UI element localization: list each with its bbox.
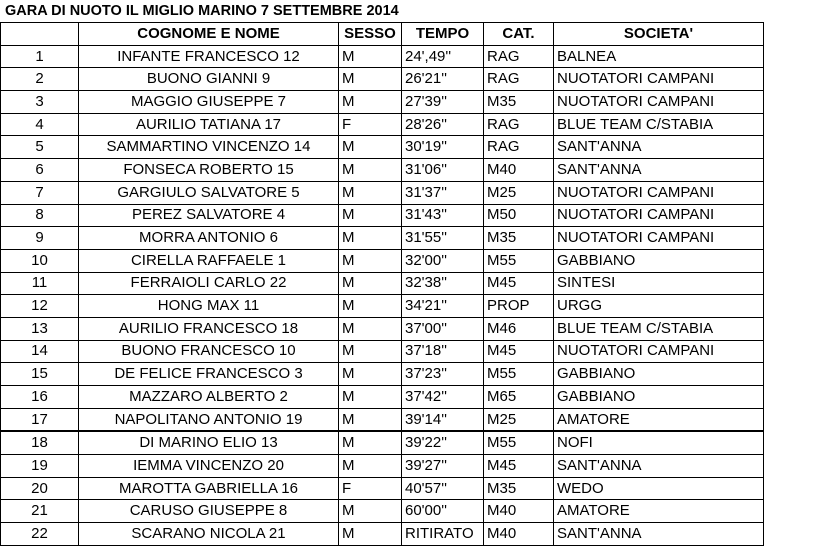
- cell-sex: M: [339, 181, 402, 204]
- header-sex: SESSO: [339, 23, 402, 46]
- cell-position: 11: [1, 272, 79, 295]
- cell-name: NAPOLITANO ANTONIO 19: [79, 408, 339, 431]
- cell-category: M40: [484, 159, 554, 182]
- table-row: [1, 363, 764, 386]
- cell-time: 24',49'': [402, 45, 484, 68]
- table-row: [1, 408, 764, 431]
- cell-position: 16: [1, 386, 79, 409]
- cell-society: WEDO: [554, 477, 764, 500]
- cell-position: 15: [1, 363, 79, 386]
- header-position: [1, 23, 79, 46]
- cell-society: NUOTATORI CAMPANI: [554, 204, 764, 227]
- cell-position: 17: [1, 408, 79, 431]
- cell-sex: M: [339, 431, 402, 454]
- cell-position: 6: [1, 159, 79, 182]
- cell-name: MAROTTA GABRIELLA 16: [79, 477, 339, 500]
- cell-time: 26'21'': [402, 68, 484, 91]
- cell-name: BUONO GIANNI 9: [79, 68, 339, 91]
- cell-time: 31'55'': [402, 227, 484, 250]
- cell-position: 9: [1, 227, 79, 250]
- cell-society: BALNEA: [554, 45, 764, 68]
- cell-society: NUOTATORI CAMPANI: [554, 340, 764, 363]
- cell-name: IEMMA VINCENZO 20: [79, 455, 339, 478]
- cell-society: GABBIANO: [554, 386, 764, 409]
- table-row: [1, 159, 764, 182]
- cell-time: 39'27'': [402, 455, 484, 478]
- cell-sex: M: [339, 363, 402, 386]
- table-row: [1, 431, 764, 454]
- cell-position: 21: [1, 500, 79, 523]
- cell-name: CIRELLA RAFFAELE 1: [79, 249, 339, 272]
- cell-position: 2: [1, 68, 79, 91]
- cell-name: AURILIO TATIANA 17: [79, 113, 339, 136]
- cell-category: M25: [484, 181, 554, 204]
- cell-sex: M: [339, 272, 402, 295]
- cell-name: GARGIULO SALVATORE 5: [79, 181, 339, 204]
- cell-sex: M: [339, 159, 402, 182]
- cell-category: M65: [484, 386, 554, 409]
- cell-time: 37'18'': [402, 340, 484, 363]
- table-row: [1, 317, 764, 340]
- cell-position: 12: [1, 295, 79, 318]
- cell-name: FERRAIOLI CARLO 22: [79, 272, 339, 295]
- cell-category: RAG: [484, 45, 554, 68]
- cell-society: NUOTATORI CAMPANI: [554, 227, 764, 250]
- cell-position: 5: [1, 136, 79, 159]
- cell-sex: F: [339, 113, 402, 136]
- results-table: [0, 22, 764, 546]
- table-row: [1, 455, 764, 478]
- cell-society: SANT'ANNA: [554, 523, 764, 546]
- cell-sex: M: [339, 523, 402, 546]
- cell-time: 37'23'': [402, 363, 484, 386]
- cell-time: 32'00'': [402, 249, 484, 272]
- cell-sex: M: [339, 227, 402, 250]
- cell-sex: F: [339, 477, 402, 500]
- cell-society: BLUE TEAM C/STABIA: [554, 317, 764, 340]
- cell-position: 1: [1, 45, 79, 68]
- cell-time: 37'00'': [402, 317, 484, 340]
- table-row: [1, 500, 764, 523]
- cell-category: RAG: [484, 136, 554, 159]
- cell-name: CARUSO GIUSEPPE 8: [79, 500, 339, 523]
- cell-society: GABBIANO: [554, 249, 764, 272]
- cell-time: 40'57'': [402, 477, 484, 500]
- cell-name: BUONO FRANCESCO 10: [79, 340, 339, 363]
- cell-category: M25: [484, 408, 554, 431]
- cell-society: URGG: [554, 295, 764, 318]
- cell-category: PROP: [484, 295, 554, 318]
- table-row: [1, 204, 764, 227]
- cell-name: DE FELICE FRANCESCO 3: [79, 363, 339, 386]
- cell-category: M45: [484, 272, 554, 295]
- table-row: [1, 386, 764, 409]
- cell-society: NUOTATORI CAMPANI: [554, 91, 764, 114]
- table-row: [1, 113, 764, 136]
- table-header-row: [1, 23, 764, 46]
- cell-time: 31'06'': [402, 159, 484, 182]
- cell-sex: M: [339, 45, 402, 68]
- cell-name: PEREZ SALVATORE 4: [79, 204, 339, 227]
- cell-time: 32'38'': [402, 272, 484, 295]
- cell-category: M40: [484, 500, 554, 523]
- cell-society: BLUE TEAM C/STABIA: [554, 113, 764, 136]
- cell-category: M35: [484, 91, 554, 114]
- cell-position: 20: [1, 477, 79, 500]
- cell-position: 18: [1, 431, 79, 454]
- cell-time: 31'43'': [402, 204, 484, 227]
- cell-sex: M: [339, 455, 402, 478]
- cell-category: M45: [484, 455, 554, 478]
- table-row: [1, 249, 764, 272]
- cell-time: 30'19'': [402, 136, 484, 159]
- cell-category: M46: [484, 317, 554, 340]
- cell-sex: M: [339, 317, 402, 340]
- cell-society: SANT'ANNA: [554, 455, 764, 478]
- cell-position: 22: [1, 523, 79, 546]
- cell-society: NUOTATORI CAMPANI: [554, 181, 764, 204]
- cell-position: 8: [1, 204, 79, 227]
- cell-society: SANT'ANNA: [554, 159, 764, 182]
- table-row: [1, 523, 764, 546]
- cell-sex: M: [339, 91, 402, 114]
- table-row: [1, 136, 764, 159]
- cell-sex: M: [339, 204, 402, 227]
- cell-society: AMATORE: [554, 500, 764, 523]
- cell-position: 3: [1, 91, 79, 114]
- cell-category: M35: [484, 477, 554, 500]
- cell-time: 34'21'': [402, 295, 484, 318]
- cell-sex: M: [339, 68, 402, 91]
- cell-name: MAGGIO GIUSEPPE 7: [79, 91, 339, 114]
- page-title: GARA DI NUOTO IL MIGLIO MARINO 7 SETTEMBRE 2014: [5, 3, 399, 19]
- table-row: [1, 181, 764, 204]
- cell-society: GABBIANO: [554, 363, 764, 386]
- header-time: TEMPO: [402, 23, 484, 46]
- cell-category: M40: [484, 523, 554, 546]
- header-category: CAT.: [484, 23, 554, 46]
- cell-position: 4: [1, 113, 79, 136]
- cell-time: 60'00'': [402, 500, 484, 523]
- cell-name: DI MARINO ELIO 13: [79, 431, 339, 454]
- cell-position: 19: [1, 455, 79, 478]
- cell-society: SINTESI: [554, 272, 764, 295]
- cell-name: FONSECA ROBERTO 15: [79, 159, 339, 182]
- cell-sex: M: [339, 408, 402, 431]
- cell-position: 7: [1, 181, 79, 204]
- cell-sex: M: [339, 500, 402, 523]
- cell-category: M45: [484, 340, 554, 363]
- table-row: [1, 91, 764, 114]
- cell-name: HONG MAX 11: [79, 295, 339, 318]
- cell-sex: M: [339, 295, 402, 318]
- table-row: [1, 45, 764, 68]
- cell-position: 10: [1, 249, 79, 272]
- cell-name: MAZZARO ALBERTO 2: [79, 386, 339, 409]
- cell-sex: M: [339, 340, 402, 363]
- cell-society: NUOTATORI CAMPANI: [554, 68, 764, 91]
- header-society: SOCIETA': [554, 23, 764, 46]
- cell-category: M35: [484, 227, 554, 250]
- cell-name: SCARANO NICOLA 21: [79, 523, 339, 546]
- table-row: [1, 227, 764, 250]
- cell-society: SANT'ANNA: [554, 136, 764, 159]
- cell-category: M55: [484, 431, 554, 454]
- cell-category: RAG: [484, 68, 554, 91]
- cell-time: 31'37'': [402, 181, 484, 204]
- cell-position: 14: [1, 340, 79, 363]
- cell-time: 39'14'': [402, 408, 484, 431]
- cell-category: M55: [484, 249, 554, 272]
- table-row: [1, 340, 764, 363]
- table-row: [1, 295, 764, 318]
- header-name: COGNOME E NOME: [79, 23, 339, 46]
- cell-time: 27'39'': [402, 91, 484, 114]
- cell-category: M50: [484, 204, 554, 227]
- cell-name: INFANTE FRANCESCO 12: [79, 45, 339, 68]
- table-row: [1, 68, 764, 91]
- cell-name: MORRA ANTONIO 6: [79, 227, 339, 250]
- cell-time: 39'22'': [402, 431, 484, 454]
- cell-name: AURILIO FRANCESCO 18: [79, 317, 339, 340]
- cell-sex: M: [339, 249, 402, 272]
- table-row: [1, 272, 764, 295]
- cell-category: RAG: [484, 113, 554, 136]
- cell-society: AMATORE: [554, 408, 764, 431]
- cell-sex: M: [339, 136, 402, 159]
- cell-time: RITIRATO: [402, 523, 484, 546]
- cell-name: SAMMARTINO VINCENZO 14: [79, 136, 339, 159]
- cell-time: 37'42'': [402, 386, 484, 409]
- cell-time: 28'26'': [402, 113, 484, 136]
- cell-position: 13: [1, 317, 79, 340]
- cell-society: NOFI: [554, 431, 764, 454]
- cell-category: M55: [484, 363, 554, 386]
- cell-sex: M: [339, 386, 402, 409]
- table-row: [1, 477, 764, 500]
